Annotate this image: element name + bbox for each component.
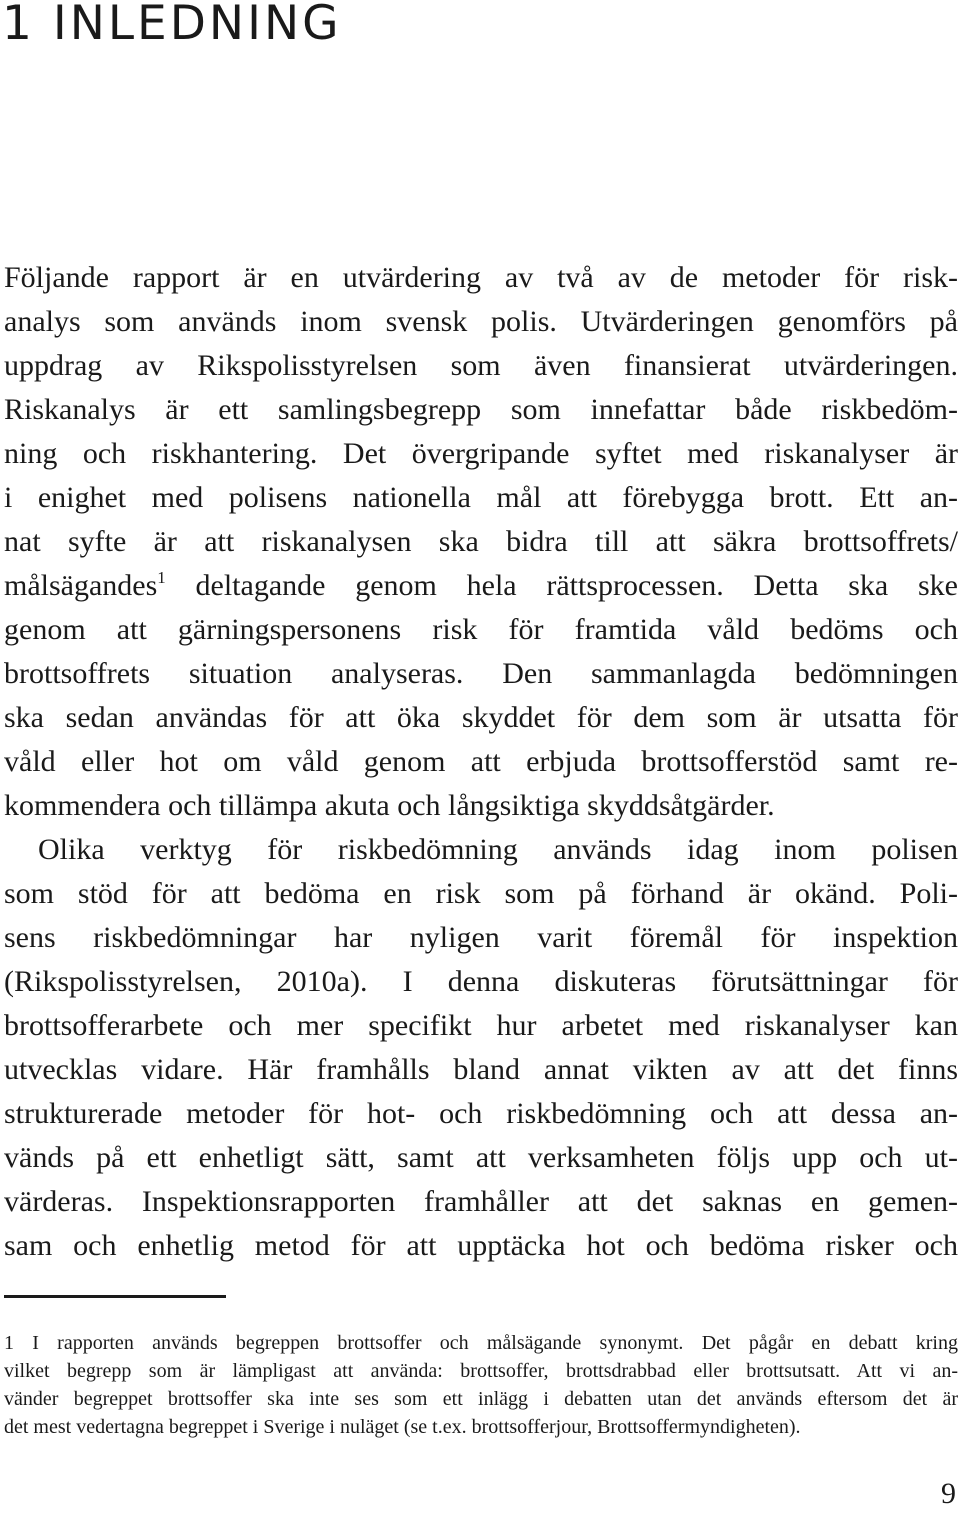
body-line: våld eller hot om våld genom att erbjuda brottsofferstöd samt re-	[4, 745, 958, 778]
body-line: kommendera och tillämpa akuta och långsiktiga skyddsåtgärder.	[4, 789, 775, 822]
footnote-line: vänder begreppet brottsoffer ska inte ses som ett inlägg i debatten utan det används eftersom det är	[4, 1388, 958, 1410]
footnote	[4, 1329, 958, 1441]
body-line: uppdrag av Rikspolisstyrelsen som även finansierat utvärderingen.	[4, 349, 958, 382]
body-line: brottsofferarbete och mer specifikt hur arbetet med riskanalyser kan	[4, 1009, 958, 1042]
body-line-part: målsägandes	[4, 569, 158, 602]
body-line: nat syfte är att riskanalysen ska bidra till att säkra brottsoffrets/	[4, 525, 958, 558]
footnote-line: det mest vedertagna begreppet i Sverige i nuläget (se t.ex. brottsofferjour, Brottsoffermyndigheten).	[4, 1416, 801, 1438]
page-number: 9	[941, 1477, 956, 1510]
footnote-separator	[4, 1295, 226, 1298]
body-line: genom att gärningspersonens risk för framtida våld bedöms och	[4, 613, 958, 646]
body-line: sam och enhetlig metod för att upptäcka hot och bedöma risker och	[4, 1229, 958, 1262]
body-paragraph-1	[4, 256, 958, 1268]
body-line: utvecklas vidare. Här framhålls bland annat vikten av att det finns	[4, 1053, 958, 1086]
body-line: brottsoffrets situation analyseras. Den sammanlagda bedömningen	[4, 657, 958, 690]
body-line-part: deltagande genom hela rättsprocessen. Detta ska ske	[165, 569, 958, 602]
footnote-line: vilket begrepp som är lämpligast att använda: brottsoffer, brottsdrabbad eller brottsutsatt. Att vi an-	[4, 1360, 958, 1382]
chapter-heading: 1 INLEDNING	[2, 0, 342, 51]
footnote-reference[interactable]: 1	[157, 568, 166, 587]
body-line: Olika verktyg för riskbedömning används idag inom polisen	[38, 833, 958, 866]
body-line: strukturerade metoder för hot- och riskbedömning och att dessa an-	[4, 1097, 958, 1130]
body-line: ning och riskhantering. Det övergripande syftet med riskanalyser är	[4, 437, 958, 470]
body-line: som stöd för att bedöma en risk som på förhand är okänd. Poli-	[4, 877, 958, 910]
body-line: (Rikspolisstyrelsen, 2010a). I denna diskuteras förutsättningar för	[4, 965, 958, 998]
body-line: värderas. Inspektionsrapporten framhåller att det saknas en gemen-	[4, 1185, 958, 1218]
body-line: analys som används inom svensk polis. Utvärderingen genomförs på	[4, 305, 958, 338]
body-line	[4, 564, 958, 608]
body-line: ska sedan användas för att öka skyddet för dem som är utsatta för	[4, 701, 958, 734]
body-line: i enighet med polisens nationella mål att förebygga brott. Ett an-	[4, 481, 958, 514]
body-line: Riskanalys är ett samlingsbegrepp som innefattar både riskbedöm-	[4, 393, 958, 426]
body-line: vänds på ett enhetligt sätt, samt att verksamheten följs upp och ut-	[4, 1141, 958, 1174]
body-line: sens riskbedömningar har nyligen varit föremål för inspektion	[4, 921, 958, 954]
footnote-line: 1 I rapporten används begreppen brottsoffer och målsägande synonymt. Det pågår en debatt kring	[4, 1332, 958, 1354]
body-line: Följande rapport är en utvärdering av två av de metoder för risk-	[4, 261, 958, 294]
